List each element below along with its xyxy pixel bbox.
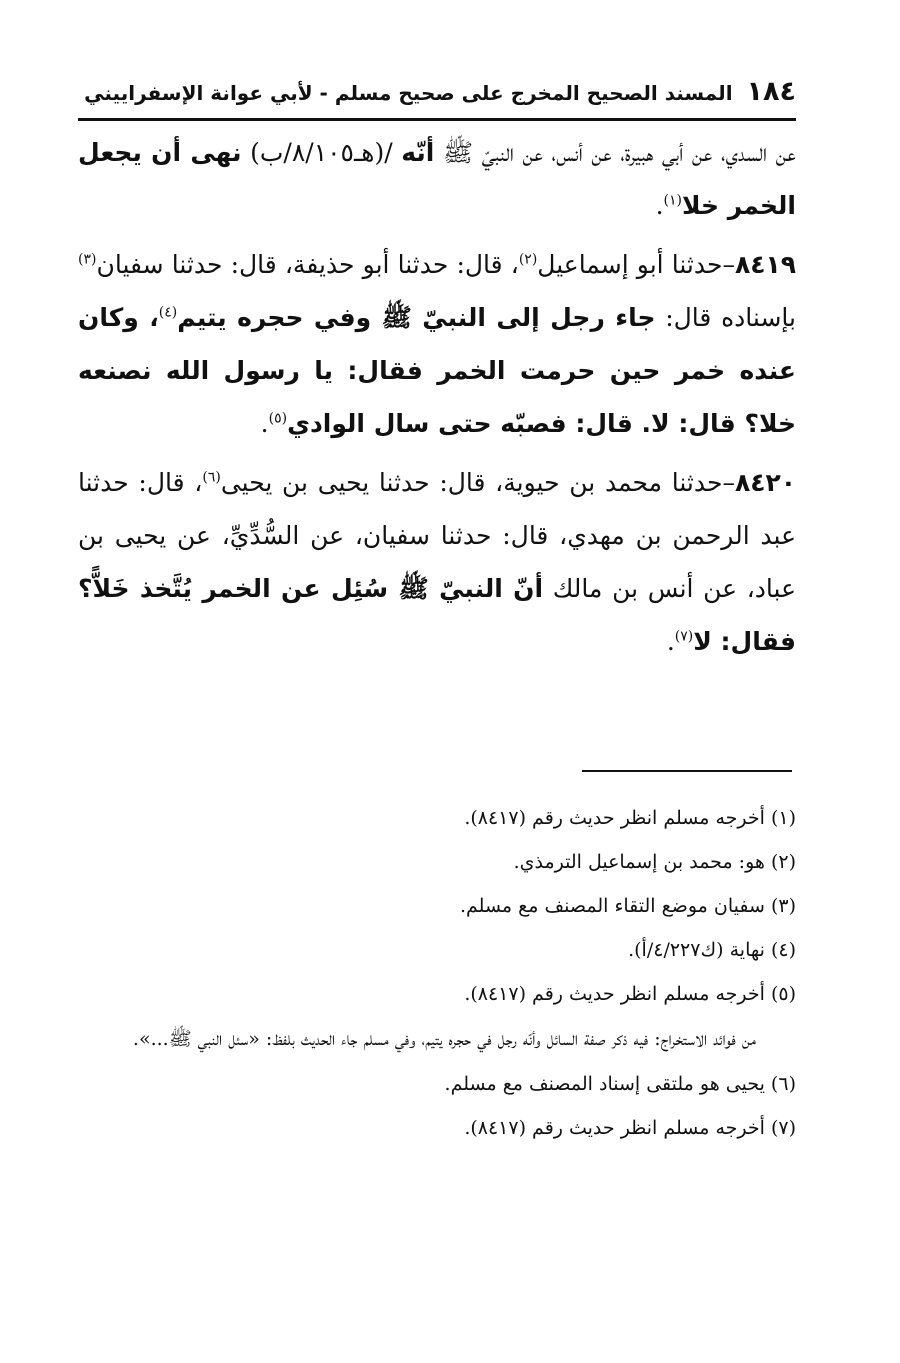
main-text xyxy=(78,126,796,674)
footnote-ref: (٥) xyxy=(268,410,288,427)
footnote-4: (٤) نهاية (ك٤/٢٢٧/أ). xyxy=(628,939,796,961)
hadith-number: ٨٤١٩ xyxy=(734,250,797,279)
footnote-ref: (٣) xyxy=(78,251,97,268)
footnote-3: (٣) سفيان موضع التقاء المصنف مع مسلم. xyxy=(460,895,796,917)
running-header xyxy=(78,72,796,112)
footnote-6: (٦) يحيى هو ملتقى إسناد المصنف مع مسلم. xyxy=(444,1073,796,1095)
header-rule xyxy=(78,118,796,121)
footnote-separator xyxy=(582,770,792,772)
text-span: –حدثنا أبو إسماعيل xyxy=(537,250,735,279)
footnote-5: (٥) أخرجه مسلم انظر حديث رقم (٨٤١٧). xyxy=(464,983,796,1005)
text-span: . xyxy=(666,627,675,656)
footnote-7: (٧) أخرجه مسلم انظر حديث رقم (٨٤١٧). xyxy=(464,1117,796,1139)
text-span: . xyxy=(655,191,664,220)
footnote-2: (٢) هو: محمد بن إسماعيل الترمذي. xyxy=(513,851,796,873)
footnote-ref: (٦) xyxy=(202,469,221,486)
running-title: المسند الصحيح المخرج على صحيح مسلم - لأبي عوانة الإسفراييني xyxy=(84,81,733,105)
bold-span: أنّه xyxy=(401,138,435,167)
footnote-ref: (٤) xyxy=(158,304,178,321)
page-number: ١٨٤ xyxy=(746,76,796,107)
hadith-number: ٨٤٢٠ xyxy=(734,468,796,497)
footnote-ref: (١) xyxy=(663,192,682,209)
bold-span: أنّ النبيّ ﷺ سُئِل عن الخمر يُتَّخذ خَلاًّ؟ فقال: لا xyxy=(78,574,796,656)
text-span: /(هـ٨/١٠٥/ب) xyxy=(241,138,402,167)
paragraph-intro xyxy=(78,126,796,232)
bold-span: نهى أن يجعل الخمر خلا xyxy=(78,138,796,220)
text-span: عن السدي، عن أبي هبيرة، عن أنس، عن النبيّ ﷺ xyxy=(434,138,796,167)
hadith-8419 xyxy=(78,238,796,450)
hadith-8420 xyxy=(78,456,796,668)
footnote-1: (١) أخرجه مسلم انظر حديث رقم (٨٤١٧). xyxy=(464,807,796,829)
text-span: ، قال: حدثنا أبو حذيفة، قال: حدثنا سفيان xyxy=(96,250,519,279)
text-span: . xyxy=(260,409,269,438)
text-span: بإسناده قال: xyxy=(655,303,796,332)
bold-span: جاء رجل إلى النبيّ ﷺ وفي حجره يتيم xyxy=(177,303,656,332)
bold-span: ، وكان عنده خمر حين حرمت الخمر فقال: يا رسول الله نصنعه خلا؟ قال: لا. قال: فصبّه حتى سال الوادي xyxy=(78,303,796,438)
text-span: –حدثنا محمد بن حيوية، قال: حدثنا يحيى بن يحيى xyxy=(220,468,735,497)
footnote-5-note: من فوائد الاستخراج: فيه ذكر صفة السائل وأنّه رجل في حجره يتيم، وفي مسلم جاء الحديث بلفظ: «سئل النبي ﷺ...». xyxy=(132,1028,756,1050)
footnote-ref: (٧) xyxy=(674,628,694,645)
footnotes xyxy=(78,796,796,1150)
footnote-ref: (٢) xyxy=(518,251,538,268)
text-span: ، قال: حدثنا عبد الرحمن بن مهدي، قال: حدثنا سفيان، عن السُّدِّيِّ، عن يحيى بن عباد، عن أنس بن مالك xyxy=(78,468,796,603)
